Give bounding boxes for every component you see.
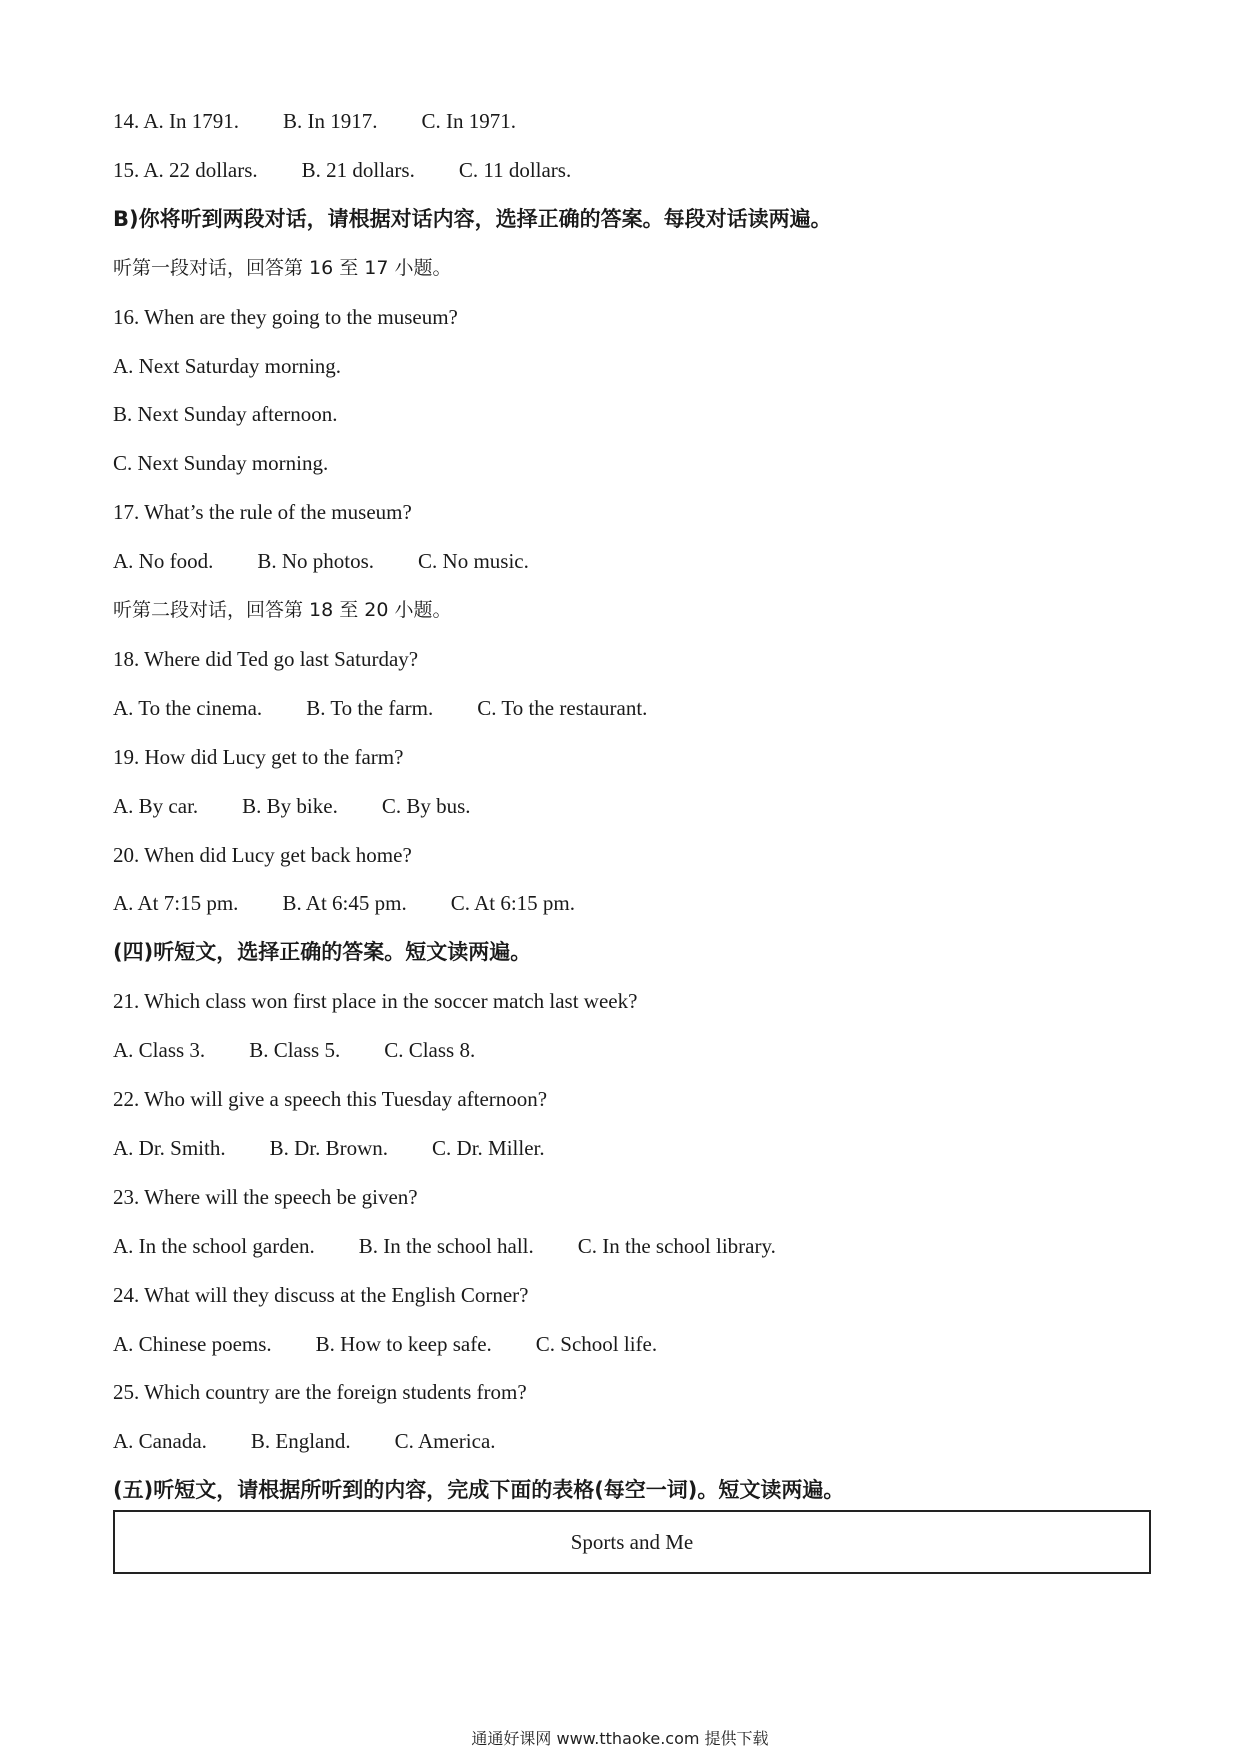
answer-options: [113, 156, 571, 184]
section-heading: (五)听短文，请根据所听到的内容，完成下面的表格(每空一词)。短文读两遍。: [113, 1478, 845, 1503]
answer-option-line: B. Next Sunday afternoon.: [113, 402, 338, 427]
option-b: B. England.: [250, 1429, 351, 1454]
option-c: C. School life.: [535, 1331, 658, 1356]
answer-options: [113, 1427, 496, 1455]
question: 20. When did Lucy get back home?: [113, 842, 412, 867]
option-b: B. At 6:45 pm.: [282, 891, 407, 916]
section-heading: (四)听短文，选择正确的答案。短文读两遍。: [113, 940, 532, 965]
question: 17. What’s the rule of the museum?: [113, 500, 412, 525]
option-a: A. No food.: [113, 549, 214, 574]
answer-option-line: A. Next Saturday morning.: [113, 353, 342, 378]
option-b: B. How to keep safe.: [315, 1331, 492, 1356]
question: 25. Which country are the foreign students from?: [113, 1380, 527, 1405]
section-instruction: 听第二段对话，回答第 18 至 20 小题。: [113, 599, 452, 621]
option-a: A. At 7:15 pm.: [113, 891, 239, 916]
option-c: C. 11 dollars.: [458, 157, 572, 182]
answer-option-line: C. Next Sunday morning.: [113, 451, 329, 476]
option-c: C. America.: [394, 1429, 496, 1454]
option-c: C. No music.: [418, 549, 529, 574]
option-b: B. To the farm.: [306, 695, 434, 720]
section-instruction: 听第一段对话，回答第 16 至 17 小题。: [113, 256, 452, 279]
answer-options: [113, 694, 647, 722]
option-b: B. By bike.: [242, 793, 338, 818]
answer-options: [113, 889, 575, 917]
option-c: C. Class 8.: [384, 1038, 476, 1063]
answer-options: [113, 1036, 475, 1064]
table-title: Sports and Me: [570, 1529, 694, 1554]
option-b: B. Class 5.: [249, 1038, 341, 1063]
option-c: C. In 1971.: [421, 109, 516, 133]
option-b: B. 21 dollars.: [301, 157, 415, 182]
option-a: A. In the school garden.: [113, 1233, 315, 1258]
page-footer: 通通好课网 www.tthaoke.com 提供下载: [471, 1729, 769, 1748]
question: 16. When are they going to the museum?: [113, 304, 458, 329]
option-b: B. In 1917.: [283, 109, 378, 133]
section-heading: B)你将听到两段对话，请根据对话内容，选择正确的答案。每段对话读两遍。: [113, 206, 832, 231]
option-a: A. To the cinema.: [113, 695, 263, 720]
question: 19. How did Lucy get to the farm?: [113, 744, 404, 769]
option-a: A. Canada.: [113, 1429, 207, 1454]
option-a: 15. A. 22 dollars.: [113, 157, 258, 182]
option-b: B. Dr. Brown.: [269, 1135, 389, 1160]
option-c: C. In the school library.: [577, 1233, 776, 1258]
answer-options: [113, 1232, 776, 1260]
answer-options: [113, 107, 516, 135]
question: 18. Where did Ted go last Saturday?: [113, 646, 419, 671]
option-b: B. No photos.: [257, 549, 375, 574]
question: 24. What will they discuss at the English Corner?: [113, 1282, 529, 1307]
answer-options: [113, 792, 471, 820]
question: 23. Where will the speech be given?: [113, 1184, 418, 1209]
question: 21. Which class won first place in the soccer match last week?: [113, 989, 638, 1014]
option-a: A. Class 3.: [113, 1038, 206, 1063]
answer-table: [113, 1510, 1151, 1574]
option-a: A. Dr. Smith.: [113, 1135, 226, 1160]
answer-options: [113, 1330, 657, 1358]
option-c: C. By bus.: [381, 793, 471, 818]
option-c: C. Dr. Miller.: [432, 1135, 545, 1160]
option-a: A. Chinese poems.: [113, 1331, 272, 1356]
answer-options: [113, 547, 529, 575]
option-b: B. In the school hall.: [358, 1233, 534, 1258]
option-a: 14. A. In 1791.: [113, 109, 239, 133]
option-c: C. To the restaurant.: [477, 695, 648, 720]
option-c: C. At 6:15 pm.: [450, 891, 575, 916]
answer-options: [113, 1134, 545, 1162]
question: 22. Who will give a speech this Tuesday afternoon?: [113, 1087, 548, 1111]
option-a: A. By car.: [113, 793, 199, 818]
